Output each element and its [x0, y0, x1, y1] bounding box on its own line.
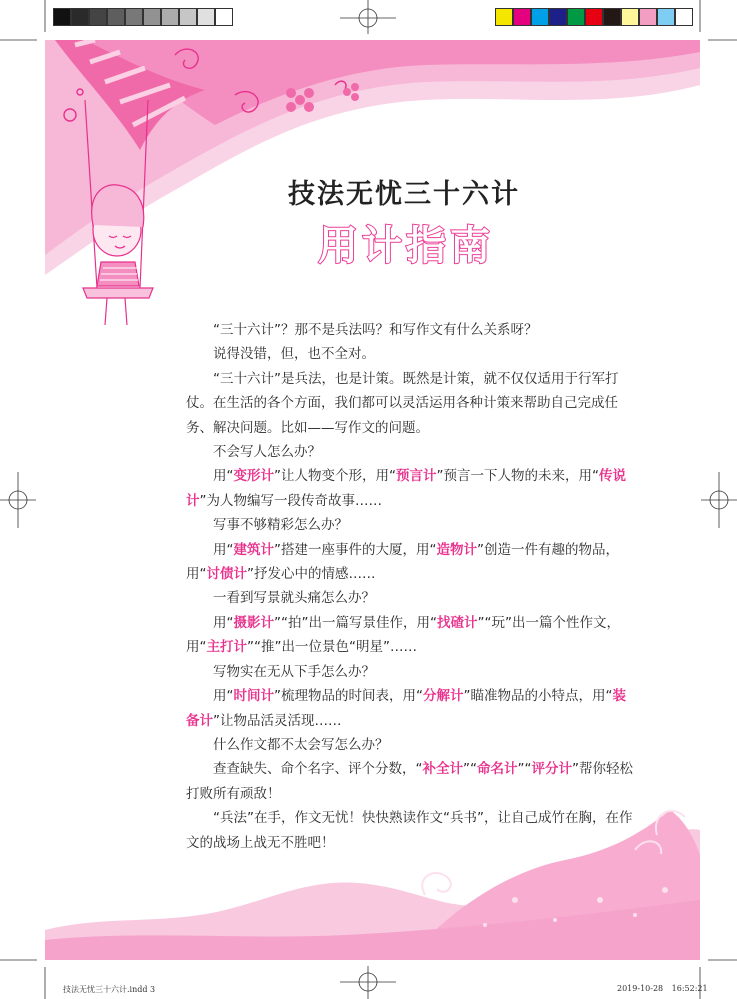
paragraph-text: 什么作文都不太会写怎么办？	[213, 736, 389, 753]
footer-filename: 技法无忧三十六计.indd 3	[63, 985, 156, 994]
gray-swatch	[143, 8, 161, 26]
grayscale-color-bar	[53, 8, 233, 26]
body-paragraph	[186, 538, 636, 587]
strategy-name: 主打计	[206, 639, 247, 656]
body-paragraph	[186, 684, 636, 733]
strategy-name: 讨债计	[206, 566, 247, 583]
paragraph-text: ”“	[517, 761, 532, 778]
paragraph-text: ”抒发心中的情感……	[247, 566, 376, 583]
strategy-name: 建筑计	[233, 541, 274, 558]
paragraph-text: 用“	[213, 614, 234, 631]
gray-swatch	[89, 8, 107, 26]
color-swatch	[513, 8, 531, 26]
strategy-name: 补全计	[422, 761, 463, 778]
gray-swatch	[215, 8, 233, 26]
paragraph-text: 用“	[213, 468, 234, 485]
paragraph-text: “三十六计”是兵法，也是计策。既然是计策，就不仅仅适用于行军打仗。在生活的各个方面，我们都可以灵活运用各种计策来帮助自己完成任务、解决问题。比如——写作文的问题。	[186, 370, 619, 436]
strategy-name: 找碴计	[436, 614, 478, 631]
gray-swatch	[71, 8, 89, 26]
article-body	[186, 318, 636, 855]
footer-time: 16:52:21	[671, 984, 708, 993]
paragraph-text: ”为人物编写一段传奇故事……	[199, 492, 382, 509]
strategy-name: 预言计	[396, 468, 437, 485]
body-paragraph	[186, 586, 636, 610]
body-paragraph	[186, 611, 636, 660]
gray-swatch	[53, 8, 71, 26]
page-title: 技法无忧三十六计	[288, 179, 520, 210]
strategy-name: 时间计	[233, 688, 274, 705]
paragraph-text: ”“	[463, 761, 477, 778]
color-swatch	[567, 8, 585, 26]
strategy-name: 命名计	[477, 761, 518, 778]
paragraph-text: ”“推”出一位景色“明星”……	[247, 639, 417, 656]
body-paragraph	[186, 733, 636, 757]
gray-swatch	[179, 8, 197, 26]
body-paragraph	[186, 513, 636, 537]
color-swatch	[495, 8, 513, 26]
paragraph-text: 不会写人怎么办？	[213, 444, 321, 461]
body-paragraph	[186, 440, 636, 464]
paragraph-text: ”瞄准物品的小特点，用“	[463, 688, 613, 705]
paragraph-text: “兵法”在手，作文无忧！快快熟读作文“兵书”，让自己成竹在胸，在作文的战场上战无不胜吧！	[186, 810, 633, 851]
strategy-name: 评分计	[531, 761, 572, 778]
body-paragraph	[186, 757, 636, 806]
paragraph-text: ”创造一件有趣的物品，用“	[186, 541, 619, 583]
color-swatch	[675, 8, 693, 26]
strategy-name: 变形计	[233, 468, 274, 485]
paragraph-text: 用“	[213, 541, 234, 558]
paragraph-text: ”梳理物品的时间表，用“	[274, 688, 423, 705]
paragraph-text: 说得没错，但，也不全对。	[213, 346, 375, 363]
paragraph-text: ”预言一下人物的未来，用“	[436, 468, 599, 485]
body-paragraph	[186, 318, 636, 342]
paragraph-text: 查查缺失、命个名字、评个分数，“	[213, 761, 423, 778]
paragraph-text: ”搭建一座事件的大厦，用“	[274, 541, 437, 558]
gray-swatch	[197, 8, 215, 26]
paragraph-text: ”帮你轻松打败所有顽敌！	[186, 761, 633, 802]
paragraph-text: 用“	[213, 688, 234, 705]
paragraph-text: ”让人物变个形，用“	[274, 468, 396, 485]
color-swatch	[549, 8, 567, 26]
gray-swatch	[125, 8, 143, 26]
paragraph-text: ”“拍”出一篇写景佳作，用“	[274, 614, 437, 631]
color-swatch	[657, 8, 675, 26]
body-paragraph	[186, 367, 636, 440]
footer-date: 2019-10-28	[617, 984, 664, 993]
strategy-name: 摄影计	[233, 614, 274, 631]
paragraph-text: ”让物品活灵活现……	[213, 712, 342, 729]
color-swatch	[639, 8, 657, 26]
color-swatch	[621, 8, 639, 26]
paragraph-text: 写物实在无从下手怎么办？	[213, 663, 375, 680]
body-paragraph	[186, 464, 636, 513]
color-swatch	[585, 8, 603, 26]
strategy-name: 装备计	[186, 688, 626, 729]
paragraph-text: ”“玩”出一篇个性作文，用“	[186, 614, 620, 656]
color-swatch	[531, 8, 549, 26]
body-paragraph	[186, 806, 636, 855]
strategy-name: 传说计	[186, 468, 626, 509]
process-color-bar	[495, 8, 693, 26]
footer-timestamp	[617, 984, 708, 993]
page-subtitle: 用计指南	[318, 223, 494, 269]
color-swatch	[603, 8, 621, 26]
body-paragraph	[186, 660, 636, 684]
gray-swatch	[161, 8, 179, 26]
paragraph-text: “三十六计”？那不是兵法吗？和写作文有什么关系呀？	[213, 322, 538, 338]
strategy-name: 造物计	[436, 541, 477, 558]
paragraph-text: 一看到写景就头痛怎么办？	[213, 590, 375, 607]
gray-swatch	[107, 8, 125, 26]
strategy-name: 分解计	[423, 688, 464, 705]
paragraph-text: 写事不够精彩怎么办？	[213, 517, 348, 534]
body-paragraph	[186, 342, 636, 366]
